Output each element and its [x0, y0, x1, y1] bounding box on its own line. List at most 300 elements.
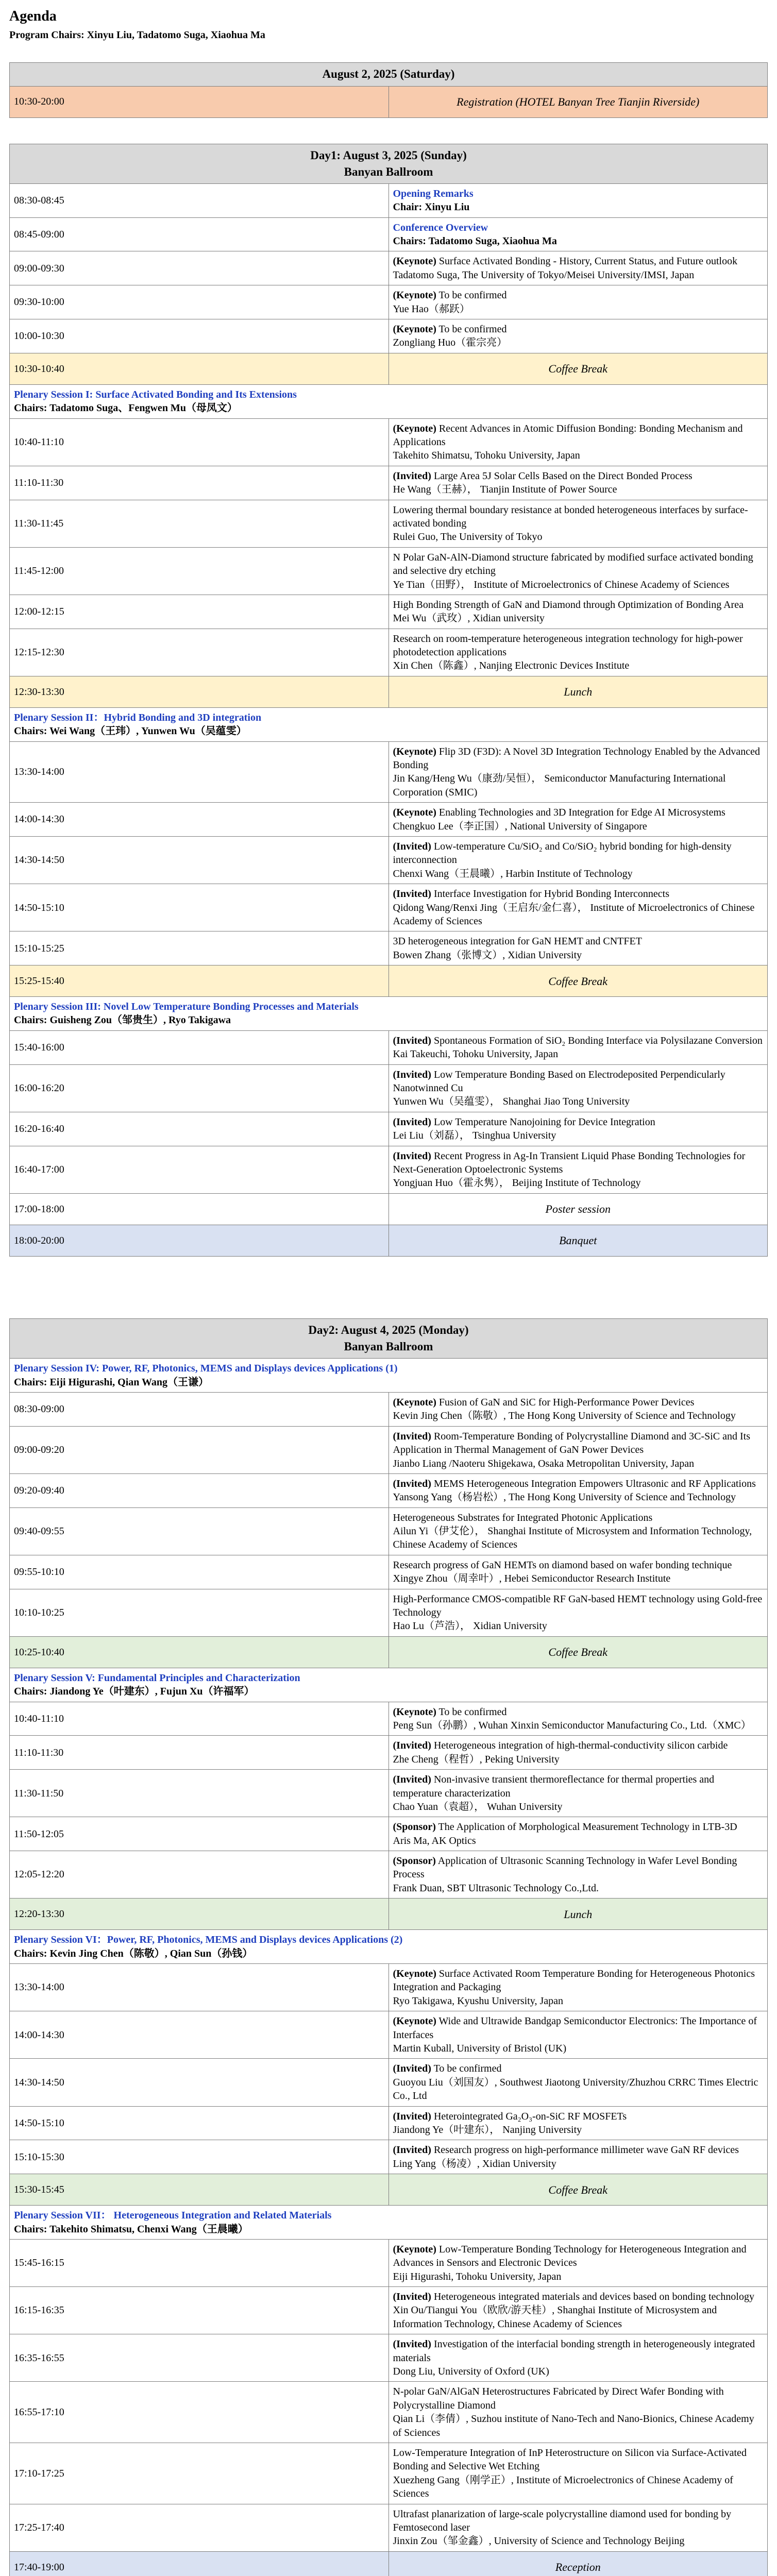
talk-time: 11:10-11:30 [10, 1736, 389, 1770]
talk-type-tag: (Invited) [393, 1035, 431, 1046]
session-title: Plenary Session VII： Heterogeneous Integration and Related Materials [14, 2210, 332, 2222]
talk-row [10, 547, 768, 595]
session-chairs: Chairs: Wei Wang（王玮）, Yunwen Wu（吴蕴雯） [14, 725, 247, 737]
talk-type-tag: (Keynote) [393, 256, 436, 267]
talk-type-tag: (Keynote) [393, 807, 436, 819]
talk-time: 14:00-14:30 [10, 2011, 389, 2059]
talk-title: Room-Temperature Bonding of Polycrystalline Diamond and 3C-SiC and Its Application in Thermal Management of GaN Power Devices [393, 1430, 751, 1456]
talk-time: 14:50-15:10 [10, 884, 389, 931]
talk-type-tag: (Keynote) [393, 290, 436, 301]
talk-row [10, 2239, 768, 2286]
talk-title-line [393, 2243, 764, 2270]
talk-title: Lowering thermal boundary resistance at bonded heterogeneous interfaces by surface-activated bonding [393, 504, 748, 529]
talk-row [10, 1473, 768, 1507]
talk-title-line [393, 1149, 764, 1177]
talk-row [10, 1064, 768, 1112]
overview-row [10, 217, 768, 251]
talk-row [10, 1030, 768, 1064]
session-header [10, 1668, 768, 1702]
talk-time: 11:10-11:30 [10, 466, 389, 500]
talk-time: 17:10-17:25 [10, 2443, 389, 2504]
talk-title-line [393, 2143, 764, 2157]
session-title: Plenary Session V: Fundamental Principles and Characterization [14, 1672, 300, 1684]
talk-type-tag: (Keynote) [393, 1706, 436, 1718]
talk-title: Low-Temperature Integration of InP Heterostructure on Silicon via Surface-Activated Bonding and Selective Wet Etching [393, 2447, 747, 2472]
talk-speaker: Xuezheng Gang（刚学正）, Institute of Microelectronics of Chinese Academy of Sciences [393, 2474, 733, 2500]
talk-row [10, 1555, 768, 1589]
talk-speaker: Hao Lu（芦浩）， Xidian University [393, 1620, 547, 1632]
opening-title: Opening Remarks [393, 188, 474, 199]
session-chairs: Chairs: Guisheng Zou（邹贵生）, Ryo Takigawa [14, 1014, 231, 1026]
talk-speaker: Jinxin Zou（邹金鑫）, University of Science and Technology Beijing [393, 2535, 685, 2547]
day2-venue: Banyan Ballroom [344, 1340, 433, 1353]
talk-type-tag: (Keynote) [393, 745, 436, 757]
talk-row [10, 1851, 768, 1899]
talk-speaker: Lei Liu（刘磊）， Tsinghua University [393, 1130, 556, 1142]
day1-venue: Banyan Ballroom [344, 165, 433, 178]
opening-row [10, 183, 768, 217]
session-header [10, 384, 768, 418]
talk-time: 16:55-17:10 [10, 2382, 389, 2443]
talk-title: High-Performance CMOS-compatible RF GaN-based HEMT technology using Gold-free Technology [393, 1593, 763, 1619]
talk-title-line [393, 2062, 764, 2075]
talk-row [10, 1507, 768, 1555]
talk-speaker: Zongliang Huo（霍宗亮） [393, 337, 508, 349]
talk-speaker: Ailun Yi（伊艾伦）， Shanghai Institute of Microsystem and Information Technology, Chinese Academy of Sciences [393, 1526, 752, 1551]
coffee-break-row [10, 2174, 768, 2206]
talk-title-line [393, 887, 764, 901]
talk-time: 12:05-12:20 [10, 1851, 389, 1899]
poster-label: Poster session [388, 1193, 768, 1225]
banquet-label: Banquet [388, 1225, 768, 1256]
talk-time: 10:40-11:10 [10, 1702, 389, 1736]
talk-type-tag: (Invited) [393, 1150, 431, 1162]
coffee-break-row [10, 965, 768, 997]
talk-row [10, 2140, 768, 2174]
talk-title: To be confirmed [431, 2063, 502, 2075]
day2-header [10, 1318, 768, 1358]
talk-type-tag: (Invited) [393, 2144, 431, 2156]
talk-time: 15:45-16:15 [10, 2239, 389, 2286]
talk-type-tag: (Invited) [393, 470, 431, 482]
talk-type-tag: (Invited) [393, 2338, 431, 2350]
talk-title: Spontaneous Formation of SiO₂ Bonding Interface via Polysilazane Conversion [431, 1035, 763, 1046]
talk-row [10, 2334, 768, 2382]
talk-title-line [393, 2446, 764, 2473]
talk-time: 16:15-16:35 [10, 2287, 389, 2334]
session-chairs: Chairs: Jiandong Ye（叶建东）, Fujun Xu（许福军） [14, 1686, 255, 1698]
talk-row [10, 1112, 768, 1146]
talk-title: To be confirmed [436, 290, 507, 301]
banquet-time: 18:00-20:00 [10, 1225, 389, 1256]
break-time: 15:30-15:45 [10, 2174, 389, 2206]
talk-speaker: Yunwen Wu（吴蕴雯）， Shanghai Jiao Tong University [393, 1096, 630, 1108]
talk-title-line [393, 1430, 764, 1457]
talk-speaker: Frank Duan, SBT Ultrasonic Technology Co.,Ltd. [393, 1882, 599, 1894]
overview-time: 08:45-09:00 [10, 217, 389, 251]
talk-speaker: Jin Kang/Heng Wu（康劲/吴恒）， Semiconductor Manufacturing International Corporation (SMIC) [393, 773, 726, 798]
lunch-label: Lunch [388, 1899, 768, 1930]
session-title: Plenary Session IV: Power, RF, Photonics, MEMS and Displays devices Applications (1) [14, 1363, 398, 1375]
talk-title: Ultrafast planarization of large-scale polycrystalline diamond used for bonding by Femtosecond laser [393, 2508, 732, 2533]
registration-table [9, 62, 768, 117]
talk-speaker: Ling Yang（杨凌）, Xidian University [393, 2158, 556, 2170]
day2-title: Day2: August 4, 2025 (Monday) [308, 1323, 469, 1336]
talk-type-tag: (Keynote) [393, 324, 436, 335]
lunch-time: 12:20-13:30 [10, 1899, 389, 1930]
talk-title: High Bonding Strength of GaN and Diamond through Optimization of Bonding Area [393, 599, 744, 611]
talk-speaker: Mei Wu（武玫）, Xidian university [393, 613, 545, 624]
talk-title: Surface Activated Bonding - History, Current Status, and Future outlook [436, 256, 738, 267]
talk-speaker: Zhe Cheng（程哲）, Peking University [393, 1753, 560, 1765]
break-label: Coffee Break [388, 965, 768, 997]
talk-time: 16:00-16:20 [10, 1064, 389, 1112]
day1-header [10, 144, 768, 183]
talk-time: 15:10-15:25 [10, 931, 389, 965]
talk-row [10, 741, 768, 803]
talk-title-line [393, 469, 764, 483]
poster-row [10, 1193, 768, 1225]
opening-chair: Chair: Xinyu Liu [393, 201, 470, 213]
session-header [10, 1359, 768, 1393]
talk-type-tag: (Keynote) [393, 1968, 436, 1980]
talk-speaker: Chao Yuan（袁超）， Wuhan University [393, 1801, 563, 1812]
talk-title-line [393, 1967, 764, 1994]
session-header [10, 1930, 768, 1964]
talk-row [10, 285, 768, 319]
reception-row [10, 2551, 768, 2576]
talk-time: 09:00-09:20 [10, 1426, 389, 1473]
talk-time: 09:30-10:00 [10, 285, 389, 319]
banquet-row [10, 1225, 768, 1256]
talk-title-line [393, 1068, 764, 1095]
session1-talks [10, 418, 768, 676]
program-chairs: Program Chairs: Xinyu Liu, Tadatomo Suga, Xiaohua Ma [9, 29, 265, 41]
session-header [10, 997, 768, 1031]
talk-speaker: Chengkuo Lee（李正国）, National University of Singapore [393, 820, 647, 832]
talk-speaker: Yue Hao（郝跃） [393, 303, 470, 315]
day1-title: Day1: August 3, 2025 (Sunday) [310, 148, 467, 162]
talk-title: Large Area 5J Solar Cells Based on the Direct Bonded Process [431, 470, 692, 482]
overview-title: Conference Overview [393, 222, 488, 233]
talk-speaker: Eiji Higurashi, Tohoku University, Japan [393, 2270, 562, 2282]
reception-time: 17:40-19:00 [10, 2551, 389, 2576]
talk-type-tag: (Sponsor) [393, 1821, 436, 1833]
talk-speaker: Qidong Wang/Renxi Jing（王启东/金仁喜）， Institute of Microelectronics of Chinese Academy of Sciences [393, 902, 755, 927]
break-time: 15:25-15:40 [10, 965, 389, 997]
talk-speaker: Ye Tian（田野）， Institute of Microelectronics of Chinese Academy of Sciences [393, 579, 730, 590]
talk-row [10, 2382, 768, 2443]
talk-row [10, 251, 768, 285]
talk-title: Heterointegrated Ga₂O₃-on-SiC RF MOSFETs [431, 2110, 627, 2122]
talk-row [10, 1146, 768, 1193]
break-label: Coffee Break [388, 353, 768, 384]
session-chairs: Chairs: Kevin Jing Chen（陈敬）, Qian Sun（孙钱） [14, 1947, 253, 1959]
talk-row [10, 2443, 768, 2504]
talk-row [10, 1702, 768, 1736]
talk-row [10, 319, 768, 353]
talk-title: Non-invasive transient thermoreflectance for thermal properties and temperature characterization [393, 1774, 715, 1799]
break-label: Coffee Break [388, 1636, 768, 1668]
talk-time: 14:00-14:30 [10, 803, 389, 837]
talk-time: 11:30-11:50 [10, 1770, 389, 1817]
talk-time: 13:30-14:00 [10, 1964, 389, 2011]
talk-title: Low Temperature Bonding Based on Electrodeposited Perpendicularly Nanotwinned Cu [393, 1069, 725, 1094]
talk-type-tag: (Keynote) [393, 1396, 436, 1408]
session-chairs: Chairs: Tadatomo Suga、Fengwen Mu（母凤文） [14, 402, 238, 414]
talk-title: To be confirmed [436, 1706, 507, 1718]
talk-title-line [393, 598, 764, 612]
talk-time: 12:00-12:15 [10, 595, 389, 629]
talk-time: 12:15-12:30 [10, 629, 389, 676]
talk-speaker: Chenxi Wang（王晨曦）, Harbin Institute of Technology [393, 868, 633, 879]
talk-speaker: Guoyou Liu（刘国友）, Southwest Jiaotong University/Zhuzhou CRRC Times Electric Co., Ltd [393, 2076, 758, 2102]
talk-title: Research on room-temperature heterogeneous integration technology for high-power photodetection applications [393, 633, 743, 658]
talk-speaker: Bowen Zhang（张博文）, Xidian University [393, 949, 582, 961]
talk-time: 15:40-16:00 [10, 1030, 389, 1064]
talk-row [10, 1392, 768, 1426]
talk-speaker: He Wang（王赫）， Tianjin Institute of Power Source [393, 484, 617, 496]
talk-speaker: Yongjuan Huo（霍永隽）， Beijing Institute of Technology [393, 1177, 641, 1189]
talk-title: 3D heterogeneous integration for GaN HEMT and CNTFET [393, 936, 642, 947]
talk-type-tag: (Invited) [393, 2291, 431, 2303]
talk-row [10, 1770, 768, 1817]
talk-title-line [393, 255, 764, 268]
session7-talks [10, 2239, 768, 2551]
talk-row [10, 2011, 768, 2059]
talk-row [10, 884, 768, 931]
talk-title: Surface Activated Room Temperature Bonding for Heterogeneous Photonics Integration and Packaging [393, 1968, 755, 1993]
poster-time: 17:00-18:00 [10, 1193, 389, 1225]
talk-title-line [393, 1820, 764, 1834]
talk-time: 11:50-12:05 [10, 1817, 389, 1851]
talk-row [10, 2287, 768, 2334]
talk-type-tag: (Invited) [393, 1116, 431, 1128]
talk-row [10, 2504, 768, 2551]
talk-title-line [393, 1773, 764, 1800]
talk-title: Recent Advances in Atomic Diffusion Bonding: Bonding Mechanism and Applications [393, 422, 743, 448]
talk-title-line [393, 2507, 764, 2535]
talk-time: 14:30-14:50 [10, 836, 389, 884]
talk-title-line [393, 1558, 764, 1572]
talk-title-line [393, 1705, 764, 1719]
talk-title-line [393, 1034, 764, 1047]
talk-type-tag: (Sponsor) [393, 1855, 436, 1867]
registration-time: 10:30-20:00 [10, 86, 389, 117]
talk-title: N-polar GaN/AlGaN Heterostructures Fabricated by Direct Wafer Bonding with Polycrystalline Diamond [393, 2386, 724, 2411]
talk-title: Recent Progress in Ag-In Transient Liquid Phase Bonding Technologies for Next-Generation Optoelectronic Systems [393, 1150, 746, 1175]
talk-title-line [393, 503, 764, 531]
talk-time: 17:25-17:40 [10, 2504, 389, 2551]
break-time: 10:25-10:40 [10, 1636, 389, 1668]
lunch-label: Lunch [388, 676, 768, 707]
talk-type-tag: (Invited) [393, 840, 431, 852]
talk-type-tag: (Keynote) [393, 2015, 436, 2027]
talk-title: Interface Investigation for Hybrid Bonding Interconnects [431, 888, 670, 900]
talk-title: The Application of Morphological Measurement Technology in LTB-3D [435, 1821, 737, 1833]
talk-title-line [393, 745, 764, 772]
session-title: Plenary Session II：Hybrid Bonding and 3D integration [14, 711, 262, 723]
talk-speaker: Kai Takeuchi, Tohoku University, Japan [393, 1048, 559, 1060]
talk-time: 16:20-16:40 [10, 1112, 389, 1146]
registration-label: Registration (HOTEL Banyan Tree Tianjin Riverside) [388, 86, 768, 117]
talk-title-line [393, 2337, 764, 2365]
talk-title: Heterogeneous integrated materials and devices based on bonding technology [431, 2291, 754, 2303]
lunch-time: 12:30-13:30 [10, 676, 389, 707]
lunch-row [10, 1899, 768, 1930]
talk-time: 09:40-09:55 [10, 1507, 389, 1555]
talk-title-line [393, 840, 764, 867]
talk-title: Low Temperature Nanojoining for Device Integration [431, 1116, 655, 1128]
talk-type-tag: (Invited) [393, 2063, 431, 2075]
coffee-break-row [10, 1636, 768, 1668]
talk-title-line [393, 2290, 764, 2303]
talk-title-line [393, 1115, 764, 1129]
talk-title: Research progress on high-performance millimeter wave GaN RF devices [431, 2144, 739, 2156]
talk-title-line [393, 323, 764, 336]
talk-title: Low-Temperature Bonding Technology for Heterogeneous Integration and Advances in Sensors and Electronic Devices [393, 2243, 747, 2269]
session-header [10, 707, 768, 741]
talk-title: N Polar GaN-AlN-Diamond structure fabricated by modified surface activated bonding and selective dry etching [393, 551, 753, 577]
talk-time: 10:40-11:10 [10, 418, 389, 466]
talk-speaker: Martin Kuball, University of Bristol (UK) [393, 2043, 567, 2054]
talk-speaker: Xin Chen（陈鑫）, Nanjing Electronic Devices Institute [393, 660, 630, 672]
talk-time: 09:20-09:40 [10, 1473, 389, 1507]
coffee-break-row [10, 353, 768, 384]
talk-title-line [393, 1396, 764, 1409]
talk-title: Low-temperature Cu/SiO₂ and Co/SiO₂ hybrid bonding for high-density interconnection [393, 840, 732, 866]
talk-title: Heterogeneous Substrates for Integrated Photonic Applications [393, 1512, 653, 1523]
talk-row [10, 629, 768, 676]
talk-title-line [393, 289, 764, 302]
overview-chair: Chairs: Tadatomo Suga, Xiaohua Ma [393, 235, 557, 247]
talk-row [10, 836, 768, 884]
talk-row [10, 1589, 768, 1636]
talk-title-line [393, 1592, 764, 1620]
lunch-row [10, 676, 768, 707]
session3-talks [10, 1030, 768, 1193]
page-title: Agenda [9, 8, 57, 24]
talk-row [10, 595, 768, 629]
talk-title-line [393, 1739, 764, 1752]
talk-title-line [393, 632, 764, 659]
talk-row [10, 1964, 768, 2011]
session-chairs: Chairs: Takehito Shimatsu, Chenxi Wang（王晨曦） [14, 2223, 248, 2235]
talk-type-tag: (Invited) [393, 1740, 431, 1752]
talk-title-line [393, 551, 764, 578]
talk-row [10, 2059, 768, 2106]
talk-speaker: Kevin Jing Chen（陈敬）, The Hong Kong University of Science and Technology [393, 1410, 736, 1422]
talk-title-line [393, 1854, 764, 1882]
talk-time: 15:10-15:30 [10, 2140, 389, 2174]
talk-speaker: Jianbo Liang /Naoteru Shigekawa, Osaka Metropolitan University, Japan [393, 1458, 695, 1469]
talk-speaker: Xin Ou/Tiangui You（欧欣/游天桂）, Shanghai Institute of Microsystem and Information Technology, Chinese Academy of Sciences [393, 2304, 717, 2330]
talk-row [10, 418, 768, 466]
talk-row [10, 803, 768, 837]
talk-time: 14:30-14:50 [10, 2059, 389, 2106]
talk-speaker: Rulei Guo, The University of Tokyo [393, 531, 543, 543]
day2-table [9, 1318, 768, 2576]
talk-title: To be confirmed [436, 324, 507, 335]
talk-row [10, 931, 768, 965]
opening-time: 08:30-08:45 [10, 183, 389, 217]
talk-speaker: Jiandong Ye（叶建东）， Nanjing University [393, 2124, 582, 2136]
registration-row [10, 86, 768, 117]
break-label: Coffee Break [388, 2174, 768, 2206]
talk-title-line [393, 2385, 764, 2412]
talk-time: 09:55-10:10 [10, 1555, 389, 1589]
registration-day-header [10, 63, 768, 86]
session4-talks [10, 1392, 768, 1636]
talk-type-tag: (Keynote) [393, 2243, 436, 2255]
day1-opening-talks [10, 251, 768, 353]
talk-time: 16:35-16:55 [10, 2334, 389, 2382]
session5-talks [10, 1702, 768, 1899]
session2-talks [10, 741, 768, 965]
talk-time: 10:00-10:30 [10, 319, 389, 353]
session-chairs: Chairs: Eiji Higurashi, Qian Wang（王谦） [14, 1376, 209, 1388]
talk-time: 14:50-15:10 [10, 2106, 389, 2140]
talk-title-line [393, 2014, 764, 2042]
talk-title-line [393, 2110, 764, 2123]
talk-title-line [393, 422, 764, 449]
talk-title: Flip 3D (F3D): A Novel 3D Integration Technology Enabled by the Advanced Bonding [393, 745, 761, 771]
talk-type-tag: (Invited) [393, 1774, 431, 1786]
registration-day-title: August 2, 2025 (Saturday) [10, 63, 768, 86]
talk-row [10, 1817, 768, 1851]
talk-title: Wide and Ultrawide Bandgap Semiconductor Electronics: The Importance of Interfaces [393, 2015, 757, 2041]
talk-speaker: Xingye Zhou（周幸叶）, Hebei Semiconductor Research Institute [393, 1573, 671, 1585]
reception-label: Reception [388, 2551, 768, 2576]
session-title: Plenary Session VI：Power, RF, Photonics, MEMS and Displays devices Applications (2) [14, 1934, 403, 1946]
talk-speaker: Tadatomo Suga, The University of Tokyo/Meisei University/IMSI, Japan [393, 269, 695, 281]
talk-speaker: Peng Sun（孙鹏）, Wuhan Xinxin Semiconductor Manufacturing Co., Ltd.（XMC） [393, 1719, 751, 1731]
talk-time: 11:30-11:45 [10, 500, 389, 547]
talk-title: Heterogeneous integration of high-thermal-conductivity silicon carbide [431, 1740, 728, 1752]
talk-title: Enabling Technologies and 3D Integration for Edge AI Microsystems [436, 807, 725, 819]
talk-type-tag: (Invited) [393, 1069, 431, 1080]
talk-time: 16:40-17:00 [10, 1146, 389, 1193]
break-time: 10:30-10:40 [10, 353, 389, 384]
talk-row [10, 1736, 768, 1770]
day1-table [9, 144, 768, 1257]
talk-title-line [393, 935, 764, 948]
talk-speaker: Aris Ma, AK Optics [393, 1835, 476, 1846]
talk-speaker: Dong Liu, University of Oxford (UK) [393, 2366, 549, 2378]
talk-type-tag: (Invited) [393, 2110, 431, 2122]
session6-talks [10, 1964, 768, 2174]
talk-title-line [393, 806, 764, 819]
talk-title: Fusion of GaN and SiC for High-Performance Power Devices [436, 1396, 695, 1408]
session-title: Plenary Session III: Novel Low Temperature Bonding Processes and Materials [14, 1001, 359, 1013]
talk-row [10, 1426, 768, 1473]
talk-row [10, 466, 768, 500]
talk-speaker: Yansong Yang（杨岩松）, The Hong Kong University of Science and Technology [393, 1492, 736, 1503]
talk-row [10, 2106, 768, 2140]
talk-speaker: Ryo Takigawa, Kyushu University, Japan [393, 1995, 564, 2007]
session-header [10, 2206, 768, 2240]
talk-time: 09:00-09:30 [10, 251, 389, 285]
talk-time: 13:30-14:00 [10, 741, 389, 803]
talk-speaker: Qian Li（李倩）, Suzhou institute of Nano-Tech and Nano-Bionics, Chinese Academy of Sciences [393, 2413, 754, 2438]
talk-type-tag: (Invited) [393, 1430, 431, 1442]
talk-type-tag: (Invited) [393, 888, 431, 900]
talk-row [10, 500, 768, 547]
talk-speaker: Takehito Shimatsu, Tohoku University, Japan [393, 450, 580, 462]
talk-type-tag: (Keynote) [393, 422, 436, 434]
talk-time: 10:10-10:25 [10, 1589, 389, 1636]
session-title: Plenary Session I: Surface Activated Bonding and Its Extensions [14, 388, 297, 400]
